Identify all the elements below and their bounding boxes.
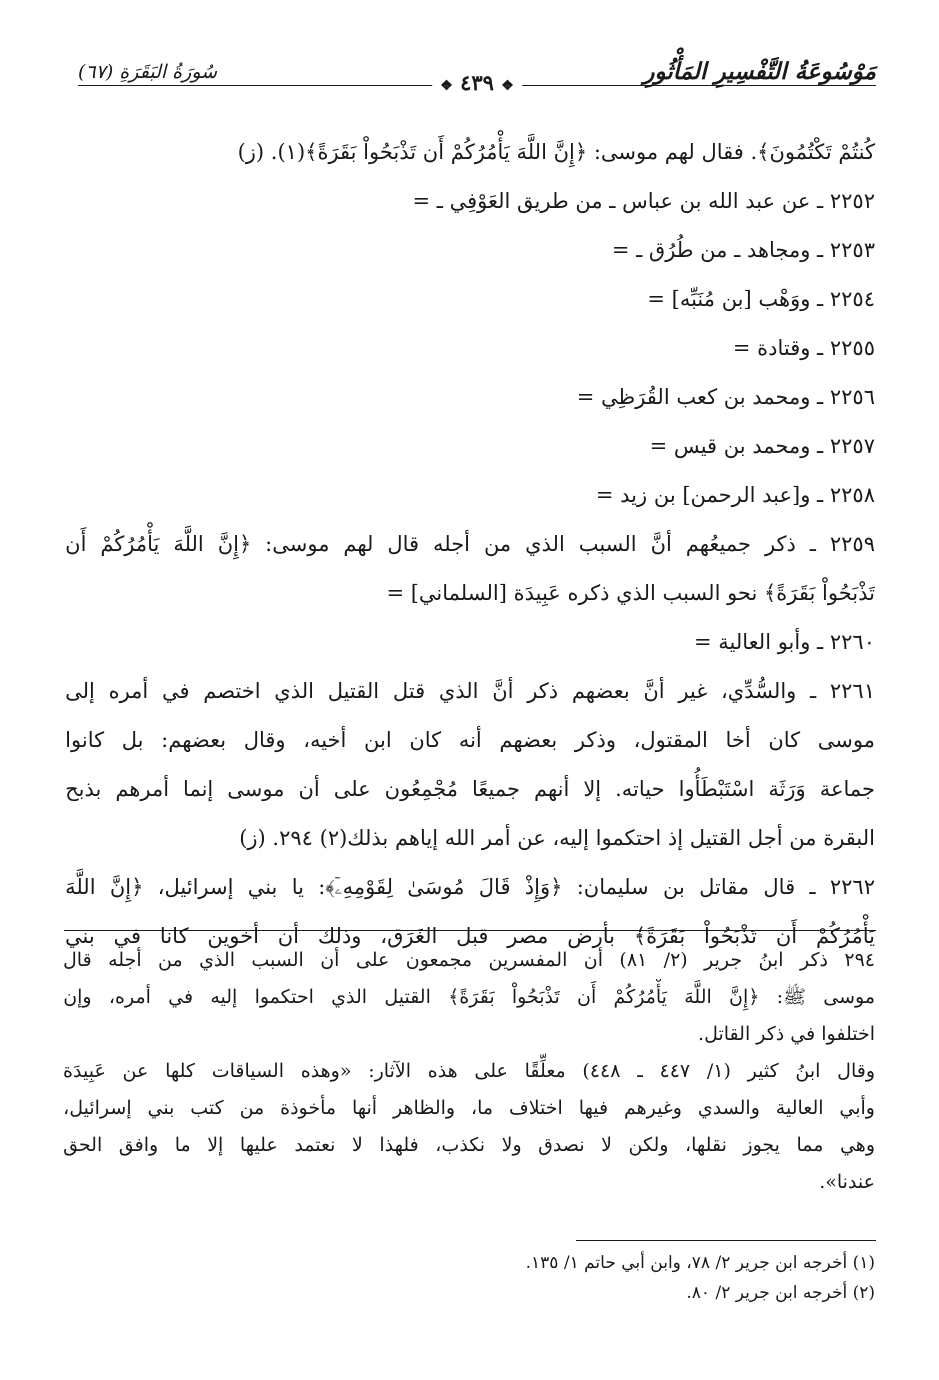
word: على — [333, 777, 371, 801]
surah-title: سُورَةُ البَقَرَةِ (٦٧) — [78, 61, 225, 83]
word: وَرَثَة — [768, 777, 806, 801]
narration-2254: ٢٢٥٤ ـ ووَهْب [بن مُنَبِّه] = — [647, 287, 875, 311]
word: مأخوذة — [280, 1097, 337, 1119]
word: مُوسَىٰ — [407, 875, 465, 899]
word: اختلاف — [509, 1097, 563, 1119]
word: اللَّهَ — [65, 875, 96, 899]
word: كان — [409, 728, 442, 752]
commentary-block — [63, 942, 875, 1201]
text-line: البقرة من أجل القتيل إذ احتكموا إليه، عن أمر الله إياهم بذلك(٢) ٢٩٤. (ز) — [239, 826, 875, 850]
word: ذكر — [799, 949, 828, 971]
word: هذه — [427, 1060, 458, 1082]
commentary-line — [63, 979, 875, 1016]
footnote-separator — [576, 1240, 876, 1241]
narration-2262 — [65, 863, 875, 912]
word: قَالَ — [478, 875, 511, 899]
word: وغيرهم — [623, 1097, 682, 1119]
running-header — [78, 58, 876, 100]
ornament-icon: ❖ — [440, 78, 453, 94]
commentary-line: عندنا». — [819, 1171, 875, 1193]
word: بن — [662, 875, 685, 899]
word: على — [355, 949, 390, 971]
word: أخوين — [207, 924, 259, 948]
word: أنَّ — [650, 532, 672, 556]
word: نكذب، — [435, 1134, 486, 1156]
word: ولا — [501, 1134, 522, 1156]
word: السبب — [251, 949, 304, 971]
word: وافق — [118, 1134, 159, 1156]
word: الذي — [525, 532, 565, 556]
word: ذكر — [764, 532, 796, 556]
word: اللَّهَ — [173, 532, 204, 556]
word: لِقَوْمِهِۦٓ﴾: — [318, 875, 393, 899]
word: القتيل — [327, 679, 380, 703]
word: ابنُ — [758, 949, 784, 971]
word: أجله — [108, 949, 142, 971]
word: في — [161, 679, 190, 703]
word: والسدي — [697, 1097, 760, 1119]
word: عَبِيدَة — [63, 1060, 106, 1082]
commentary-line — [63, 1053, 875, 1090]
word: السبب — [578, 532, 637, 556]
word: تَذْبَحُواْ — [704, 924, 757, 948]
word: أن — [277, 924, 300, 948]
footnotes — [63, 1248, 875, 1308]
word: يا — [291, 875, 304, 899]
word: اللَّهَ — [684, 986, 712, 1008]
word: اسْتَبْطَأُوا — [678, 777, 755, 801]
word: ذكر — [527, 679, 559, 703]
word: بأرض — [567, 924, 615, 948]
word: وقال — [837, 1060, 875, 1082]
text-line — [65, 765, 875, 814]
word: ابنُ — [795, 1060, 821, 1082]
narration-2259 — [65, 520, 875, 569]
word: ما — [174, 1134, 191, 1156]
word: كثير — [747, 1060, 779, 1082]
word: ﴿وَإِذْ — [524, 875, 563, 899]
word: بعضهم: — [161, 728, 227, 752]
word: من — [158, 949, 183, 971]
word: نصدق — [538, 1134, 585, 1156]
word: ﴿إِنَّ — [729, 986, 760, 1008]
word: أمره — [108, 679, 149, 703]
word: أنها — [351, 1097, 378, 1119]
word: بني — [247, 875, 278, 899]
ornament-icon: ❖ — [501, 78, 514, 94]
word: مما — [796, 1134, 824, 1156]
word: أجله — [432, 532, 471, 556]
word: على — [474, 1060, 508, 1082]
word: مصر — [507, 924, 549, 948]
word: أنهم — [534, 777, 570, 801]
word: موسى: — [265, 532, 330, 556]
word: أن — [320, 949, 340, 971]
word: أنَّ — [492, 679, 514, 703]
word: الآثار: — [368, 1060, 411, 1082]
word: ولكن — [628, 1134, 669, 1156]
word: إسرائيل، — [157, 875, 234, 899]
word: موسى — [823, 986, 875, 1008]
word: «وهذه — [300, 1060, 352, 1082]
word: السياقات — [211, 1060, 284, 1082]
word: بعضهم — [571, 679, 630, 703]
narration-2261 — [65, 667, 875, 716]
word: الذي — [438, 679, 479, 703]
word: احتكموا — [254, 986, 314, 1008]
word: ٢٢٦١ — [829, 679, 875, 703]
word: عليها — [239, 1134, 278, 1156]
word: يَأْمُرُكُمْ — [815, 924, 875, 948]
word: قال — [63, 949, 92, 971]
word: أن — [583, 949, 604, 971]
word: موسى — [227, 777, 285, 801]
commentary-line — [63, 1127, 875, 1164]
word: إلا — [207, 1134, 224, 1156]
word: اختصم — [203, 679, 261, 703]
word: ما، — [471, 1097, 494, 1119]
word: مجمعون — [405, 949, 473, 971]
word: المقتول، — [633, 728, 708, 752]
word: عن — [122, 1060, 149, 1082]
book-title: مَوْسُوعَةُ التَّفْسِيرِ المَأْثُورِ — [635, 58, 876, 85]
word: إليه — [210, 986, 238, 1008]
word: أَن — [65, 532, 87, 556]
word: ـ — [809, 875, 816, 899]
word: كلها — [165, 1060, 195, 1082]
word: بعضهم — [499, 728, 558, 752]
commentary-line: اختلفوا في ذكر القاتل. — [698, 1023, 875, 1045]
word: ﷺ: — [776, 986, 806, 1008]
word: وهي — [839, 1134, 875, 1156]
word: العالية — [775, 1097, 824, 1119]
main-text — [65, 128, 875, 961]
word: بذبح — [65, 777, 102, 801]
word: الذي — [199, 949, 235, 971]
page-number-group — [432, 70, 522, 95]
word: الذي — [331, 986, 368, 1008]
word: قال — [387, 532, 420, 556]
word: أن — [298, 777, 320, 801]
word: ٢٢٥٩ — [829, 532, 875, 556]
word: كان — [768, 728, 801, 752]
narration-2253: ٢٢٥٣ ـ ومجاهد ـ من طُرُق ـ = — [611, 238, 875, 262]
word: يجوز — [743, 1134, 780, 1156]
word: المفسرين — [488, 949, 568, 971]
commentary-line — [63, 1090, 875, 1127]
word: لا — [601, 1134, 613, 1156]
word: حياته. — [615, 777, 665, 801]
word: إنما — [183, 777, 214, 801]
word: مُجْمِعُون — [384, 777, 459, 801]
word: أنه — [458, 728, 482, 752]
word: ٢٢٦٢ — [829, 875, 875, 899]
word: جرير — [704, 949, 743, 971]
word: في — [168, 986, 194, 1008]
word: لا — [352, 1134, 363, 1156]
word: ٢٩٤ — [844, 949, 875, 971]
word: قبل — [456, 924, 489, 948]
word: يَأْمُرُكُمْ — [613, 986, 667, 1008]
word: أَن — [577, 986, 597, 1008]
word: ـ — [637, 1060, 643, 1082]
word: القتيل — [384, 986, 431, 1008]
word: والسُّدِّي، — [720, 679, 797, 703]
word: أخا — [725, 728, 751, 752]
word: ابن — [364, 728, 392, 752]
word: سليمان: — [576, 875, 649, 899]
word: جماعة — [819, 777, 875, 801]
word: بَقَرَةً﴾ — [448, 986, 495, 1008]
word: فلهذا — [379, 1134, 419, 1156]
page-number: ٤٣٩ — [460, 70, 494, 95]
footnote-1: (١) أخرجه ابن جرير ٢/ ٧٨، وابن أبي حاتم ١/ ١٣٥. — [525, 1253, 875, 1273]
word: ٨١) — [619, 949, 648, 971]
word: يَأْمُرُكُمْ — [100, 532, 160, 556]
word: قال — [763, 875, 796, 899]
narration-2256: ٢٢٥٦ ـ ومحمد بن كعب القُرَظِي = — [576, 385, 875, 409]
word: قتل — [392, 679, 426, 703]
word: في — [113, 924, 142, 948]
word: بني — [147, 1097, 175, 1119]
narration-2258: ٢٢٥٨ ـ و[عبد الرحمن] بن زيد = — [595, 483, 875, 507]
word: إلا — [583, 777, 602, 801]
word: مقاتل — [699, 875, 750, 899]
word: ٤٤٨) — [582, 1060, 621, 1082]
word: أمره، — [108, 986, 151, 1008]
word: جميعًا — [472, 777, 521, 801]
word: وذلك — [317, 924, 362, 948]
word: إسرائيل، — [63, 1097, 132, 1119]
word: غير — [678, 679, 708, 703]
word: ٤٤٧ — [659, 1060, 691, 1082]
narration-2252: ٢٢٥٢ ـ عن عبد الله بن عباس ـ من طريق العَوْفِي ـ = — [412, 189, 875, 213]
word: جميعُهم — [685, 532, 752, 556]
word: (١/ — [706, 1060, 731, 1082]
commentary-line — [63, 942, 875, 979]
word: كتب — [190, 1097, 224, 1119]
word: تَذْبَحُواْ — [511, 986, 560, 1008]
word: نعتمد — [294, 1134, 336, 1156]
word: فيها — [578, 1097, 609, 1119]
footnote-2: (٢) أخرجه ابن جرير ٢/ ٨٠. — [686, 1283, 875, 1303]
word: معلِّقًا — [524, 1060, 566, 1082]
narration-2255: ٢٢٥٥ ـ وقتادة = — [732, 336, 875, 360]
word: ﴿إِنَّ — [217, 532, 252, 556]
word: بَقَرَةً﴾ — [633, 924, 686, 948]
commentary-separator — [64, 930, 876, 931]
word: أمرهم — [115, 777, 170, 801]
word: وذكر — [574, 728, 616, 752]
word: من — [239, 1097, 265, 1119]
word: والظاهر — [392, 1097, 456, 1119]
word: لهم — [343, 532, 374, 556]
word: الغَرَق، — [380, 924, 438, 948]
word: الذي — [274, 679, 314, 703]
word: نقلها، — [685, 1134, 727, 1156]
word: من — [483, 532, 512, 556]
word: إلى — [65, 679, 95, 703]
word: كانا — [159, 924, 189, 948]
narration-2260: ٢٢٦٠ ـ وأبو العالية = — [694, 630, 875, 654]
word: أخيه، — [303, 728, 347, 752]
text-line: تَذْبَحُواْ بَقَرَةً﴾ نحو السبب الذي ذكره عَبِيدَة [السلماني] = — [386, 581, 875, 605]
word: أَن — [775, 924, 798, 948]
word: وإن — [63, 986, 92, 1008]
word: ـ — [810, 679, 817, 703]
text-line: كُنتُمْ تَكْتُمُونَ﴾. فقال لهم موسى: ﴿إِنَّ اللَّهَ يَأْمُرُكُمْ أَن تَذْبَحُواْ بَقَرَةً﴾(١). (ز) — [237, 140, 875, 164]
word: أنَّ — [643, 679, 665, 703]
word: بني — [65, 924, 95, 948]
word: ﴿إِنَّ — [109, 875, 144, 899]
narration-2257: ٢٢٥٧ ـ ومحمد بن قيس = — [649, 434, 875, 458]
text-line — [65, 716, 875, 765]
word: (٢/ — [663, 949, 688, 971]
word: موسى — [817, 728, 875, 752]
word: وقال — [243, 728, 286, 752]
word: الحق — [63, 1134, 103, 1156]
word: بل — [121, 728, 144, 752]
word: كانوا — [65, 728, 105, 752]
word: ـ — [809, 532, 816, 556]
word: وأبي — [839, 1097, 875, 1119]
